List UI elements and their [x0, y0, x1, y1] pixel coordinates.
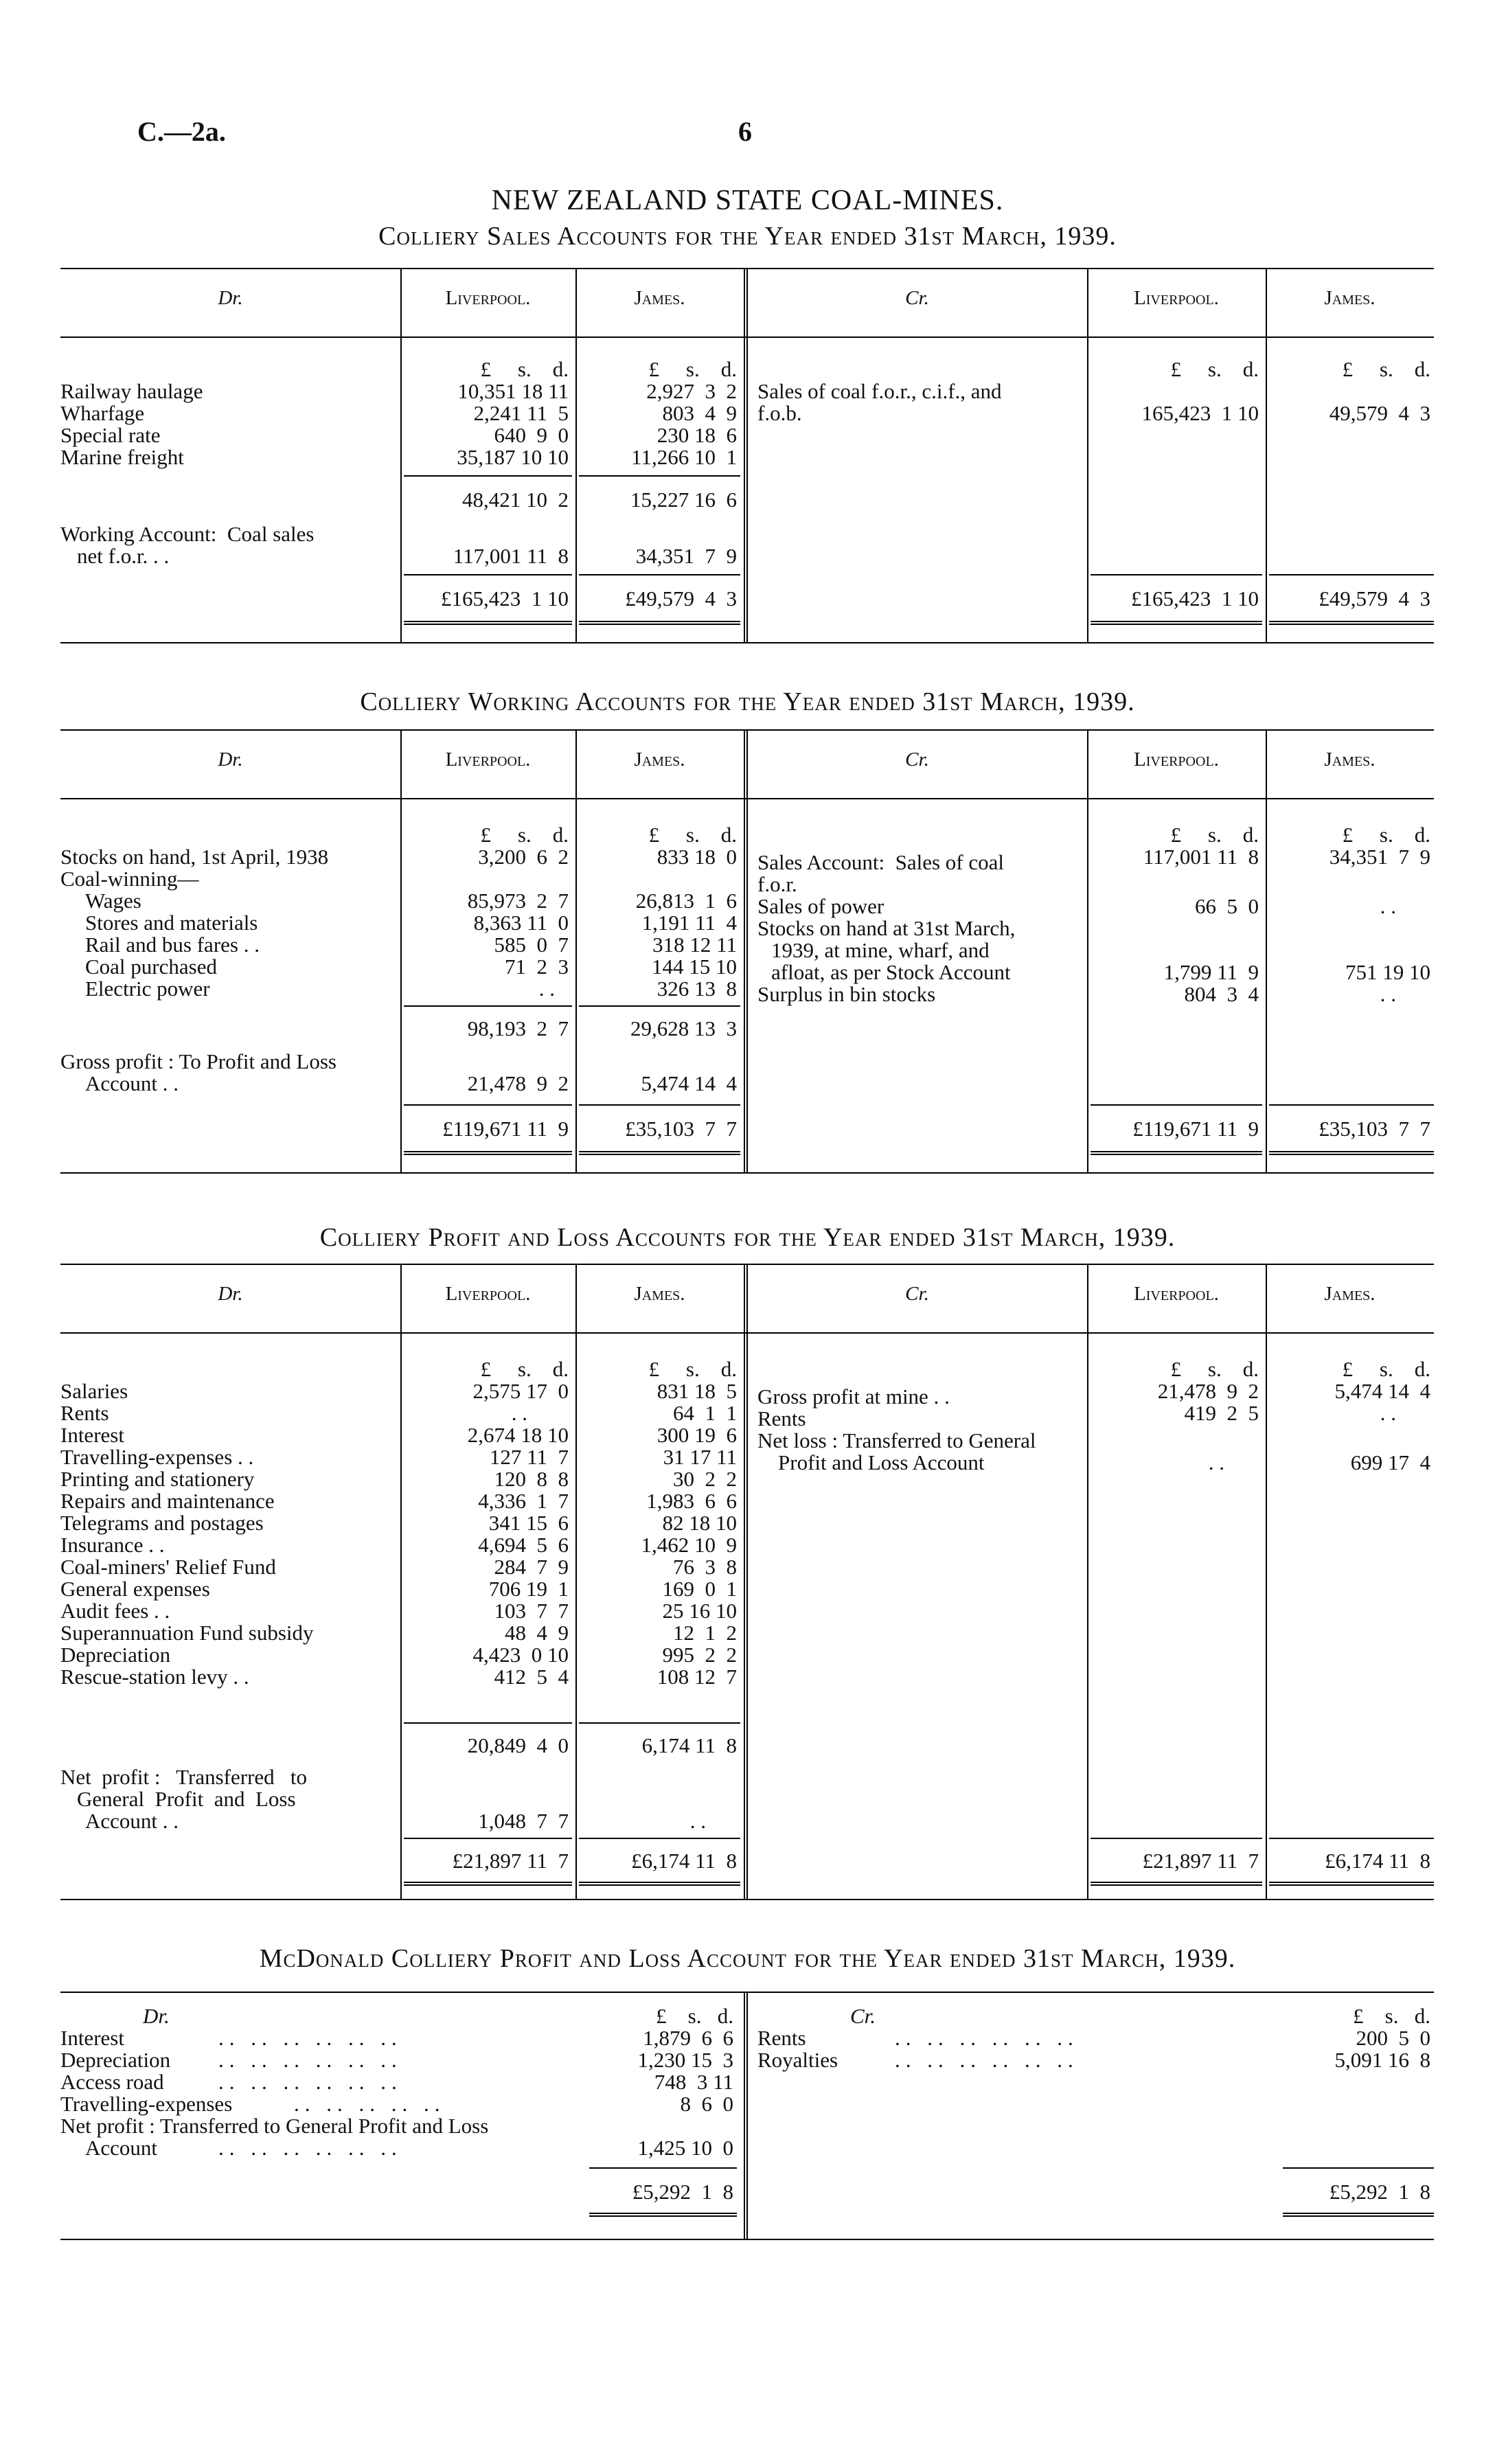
units: £ s. d. — [656, 2004, 733, 2028]
cr-liverpool-value: 804 3 4 — [1184, 982, 1259, 1006]
cr-total-james: £49,579 4 3 — [1319, 586, 1430, 611]
cr-liverpool-value: 66 5 0 — [1195, 894, 1259, 918]
dr-row-label: Printing and stationery — [60, 1467, 255, 1491]
units: £ s. d. — [1170, 357, 1259, 381]
dr-total-james: £49,579 4 3 — [625, 586, 737, 611]
cr-liverpool-value: 419 2 5 — [1184, 1401, 1259, 1425]
cr-row-label: Net loss : Transferred to General — [757, 1428, 1036, 1452]
dr-total-liverpool: £21,897 11 7 — [452, 1849, 569, 1873]
james-header: James. — [634, 287, 685, 309]
dr-james-value: 76 3 8 — [673, 1555, 737, 1579]
dr-james-value: 2,927 3 2 — [646, 379, 737, 403]
dr-james-value: 144 15 10 — [652, 955, 737, 979]
cr-row-label: Rents — [757, 1406, 806, 1430]
dr-extra-label: Account . . — [85, 1071, 179, 1095]
dr-liverpool-value: 120 8 8 — [494, 1467, 569, 1491]
dr-row-label: General expenses — [60, 1577, 210, 1601]
sales-title: Colliery Sales Accounts for the Year ended 31st March, 1939. — [378, 222, 1117, 251]
cr-row-label: Rents — [757, 2026, 806, 2050]
dr-james-value: 300 19 6 — [657, 1423, 737, 1447]
cr-row-label: Royalties — [757, 2048, 838, 2072]
cr-row-label: f.o.b. — [757, 401, 802, 425]
cr-row-label: afloat, as per Stock Account — [771, 960, 1011, 984]
liverpool-header: Liverpool. — [1134, 1283, 1219, 1305]
dr-james-value: 169 0 1 — [662, 1577, 737, 1601]
dr-row-label: Stocks on hand, 1st April, 1938 — [60, 845, 329, 869]
cr-total-liverpool: £21,897 11 7 — [1142, 1849, 1259, 1873]
dr-total-james: £6,174 11 8 — [631, 1849, 737, 1873]
dr-liverpool-value: 341 15 6 — [488, 1511, 569, 1535]
cr-james-value: . . — [1380, 1401, 1396, 1425]
cr-james-value: 699 17 4 — [1350, 1450, 1430, 1474]
cr-row-label: Sales of power — [757, 894, 885, 918]
dr-liverpool-value: . . — [511, 1401, 527, 1425]
sales-accounts-table — [60, 268, 1434, 652]
units: £ s. d. — [1342, 823, 1430, 847]
dr-james-value: 26,813 1 6 — [635, 889, 737, 913]
dr-subtotal-james: 6,174 11 8 — [641, 1733, 737, 1757]
dr-header: Dr. — [218, 287, 243, 309]
dr-row-label: Electric power — [85, 977, 210, 1001]
dr-liverpool-value: 71 2 3 — [505, 955, 569, 979]
dr-row-label: Superannuation Fund subsidy — [60, 1621, 314, 1645]
dr-total-james: £35,103 7 7 — [625, 1117, 737, 1141]
units: £ s. d. — [648, 823, 737, 847]
dr-liverpool-value: 8,363 11 0 — [473, 911, 569, 935]
leader-dots: .. .. .. .. .. .. — [218, 2136, 402, 2160]
cr-james-value: . . — [1380, 894, 1396, 918]
dr-liverpool-value: 412 5 4 — [494, 1665, 569, 1689]
dr-row-label: Coal purchased — [85, 955, 217, 979]
dr-james-value: 831 18 5 — [657, 1379, 737, 1403]
leader-dots: .. .. .. .. .. .. — [218, 2070, 402, 2094]
cr-amount: 5,091 16 8 — [1334, 2048, 1430, 2072]
dr-row-label: Salaries — [60, 1379, 128, 1403]
document-title: NEW ZEALAND STATE COAL-MINES. — [491, 185, 1004, 216]
cr-liverpool-value: 165,423 1 10 — [1141, 401, 1259, 425]
dr-amount: 1,879 6 6 — [643, 2026, 733, 2050]
page-ref: C.—2a. — [137, 116, 226, 147]
dr-row-label: Rail and bus fares . . — [85, 933, 260, 957]
dr-row-label: Rescue-station levy . . — [60, 1665, 249, 1689]
leader-dots: .. .. .. .. .. — [294, 2092, 446, 2116]
dr-james-value: 995 2 2 — [662, 1643, 737, 1667]
cr-total-liverpool: £165,423 1 10 — [1131, 586, 1259, 611]
dr-james-value: 11,266 10 1 — [631, 445, 737, 469]
cr-header: Cr. — [905, 287, 929, 309]
dr-extra-label: Working Account: Coal sales — [60, 522, 315, 546]
cr-row-label: Surplus in bin stocks — [757, 982, 936, 1006]
dr-row-label: Travelling-expenses . . — [60, 1445, 254, 1469]
dr-liverpool-value: 103 7 7 — [494, 1599, 569, 1623]
dr-liverpool-value: 640 9 0 — [494, 423, 569, 447]
cr-total-liverpool: £119,671 11 9 — [1132, 1117, 1259, 1141]
leader-dots: .. .. .. .. .. .. — [895, 2026, 1079, 2050]
dr-subtotal-liverpool: 48,421 10 2 — [462, 488, 569, 512]
james-header: James. — [1324, 749, 1376, 771]
dr-row-label: Depreciation — [60, 1643, 171, 1667]
dr-liverpool-value: 4,336 1 7 — [478, 1489, 569, 1513]
cr-liverpool-value: 1,799 11 9 — [1163, 960, 1259, 984]
dr-row-label: Interest — [60, 2026, 124, 2050]
dr-row-label: Access road — [60, 2070, 164, 2094]
dr-extra-label: General Profit and Loss — [77, 1787, 296, 1811]
dr-james-value: 1,983 6 6 — [646, 1489, 737, 1513]
cr-row-label: 1939, at mine, wharf, and — [771, 938, 990, 962]
dr-header: Dr. — [218, 1283, 243, 1305]
dr-extra-james: 5,474 14 4 — [641, 1071, 737, 1095]
cr-liverpool-value: 21,478 9 2 — [1157, 1379, 1259, 1403]
units: £ s. d. — [1342, 357, 1430, 381]
dr-amount: 1,230 15 3 — [637, 2048, 733, 2072]
dr-row-label: Stores and materials — [85, 911, 258, 935]
dr-amount: 748 3 11 — [654, 2070, 733, 2094]
dr-james-value: 82 18 10 — [662, 1511, 737, 1535]
dr-row-label: Account — [85, 2136, 158, 2160]
liverpool-header: Liverpool. — [1134, 749, 1219, 771]
dr-liverpool-value: 585 0 7 — [494, 933, 569, 957]
page-number: 6 — [738, 116, 752, 147]
dr-extra-liverpool: 21,478 9 2 — [467, 1071, 569, 1095]
dr-james-value: 31 17 11 — [663, 1445, 737, 1469]
dr-row-label: Travelling-expenses — [60, 2092, 233, 2116]
cr-header: Cr. — [850, 2004, 876, 2028]
cr-row-label: Stocks on hand at 31st March, — [757, 916, 1016, 940]
liverpool-header: Liverpool. — [445, 749, 531, 771]
dr-amount: 1,425 10 0 — [637, 2136, 733, 2160]
units: £ s. d. — [648, 1357, 737, 1381]
dr-extra-label: Net profit : Transferred to — [60, 1765, 308, 1789]
dr-liverpool-value: 48 4 9 — [505, 1621, 569, 1645]
dr-row-label: Telegrams and postages — [60, 1511, 264, 1535]
dr-liverpool-value: 2,241 11 5 — [473, 401, 569, 425]
dr-james-value: 25 16 10 — [662, 1599, 737, 1623]
dr-row-label: Railway haulage — [60, 379, 203, 403]
dr-amount: 8 6 0 — [680, 2092, 733, 2116]
dr-james-value: 803 4 9 — [662, 401, 737, 425]
cr-james-value: 751 19 10 — [1345, 960, 1430, 984]
dr-james-value: 12 1 2 — [673, 1621, 737, 1645]
dr-james-value: 1,191 11 4 — [641, 911, 737, 935]
dr-total-liverpool: £165,423 1 10 — [441, 586, 569, 611]
cr-james-value: 34,351 7 9 — [1329, 845, 1430, 869]
liverpool-header: Liverpool. — [1134, 287, 1219, 309]
dr-extra-label: net f.o.r. . . — [77, 544, 170, 568]
cr-james-value: 5,474 14 4 — [1334, 1379, 1430, 1403]
cr-james-value: 49,579 4 3 — [1329, 401, 1430, 425]
james-header: James. — [1324, 287, 1376, 309]
dr-james-value: 230 18 6 — [657, 423, 737, 447]
dr-extra-liverpool: 1,048 7 7 — [478, 1809, 569, 1833]
dr-row-label: Marine freight — [60, 445, 184, 469]
dr-total: £5,292 1 8 — [632, 2180, 733, 2204]
cr-row-label: f.o.r. — [757, 872, 797, 896]
dr-liverpool-value: 4,423 0 10 — [472, 1643, 569, 1667]
cr-total-james: £35,103 7 7 — [1319, 1117, 1430, 1141]
units: £ s. d. — [1353, 2004, 1430, 2028]
dr-subtotal-liverpool: 98,193 2 7 — [467, 1016, 569, 1040]
dr-extra-james: . . — [689, 1809, 706, 1833]
units: £ s. d. — [480, 357, 569, 381]
dr-subtotal-james: 15,227 16 6 — [630, 488, 737, 512]
dr-row-label: Special rate — [60, 423, 161, 447]
cr-total-james: £6,174 11 8 — [1325, 1849, 1430, 1873]
dr-liverpool-value: 3,200 6 2 — [478, 845, 569, 869]
units: £ s. d. — [480, 1357, 569, 1381]
mcdonald-account-table — [60, 1992, 1434, 2252]
dr-header: Dr. — [143, 2004, 170, 2028]
james-header: James. — [634, 1283, 685, 1305]
dr-total-liverpool: £119,671 11 9 — [442, 1117, 569, 1141]
dr-james-value: 1,462 10 9 — [641, 1533, 737, 1557]
units: £ s. d. — [1170, 823, 1259, 847]
dr-james-value: 833 18 0 — [657, 845, 737, 869]
cr-liverpool-value: . . — [1208, 1450, 1224, 1474]
profit-loss-accounts-table — [60, 1264, 1434, 1909]
units: £ s. d. — [1342, 1357, 1430, 1381]
cr-row-label: Sales Account: Sales of coal — [757, 850, 1004, 874]
dr-liverpool-value: 85,973 2 7 — [467, 889, 569, 913]
dr-row-label: Interest — [60, 1423, 124, 1447]
dr-extra-liverpool: 117,001 11 8 — [453, 544, 569, 568]
mcdonald-title: McDonald Colliery Profit and Loss Account for the Year ended 31st March, 1939. — [259, 1944, 1236, 1973]
dr-extra-james: 34,351 7 9 — [635, 544, 737, 568]
units: £ s. d. — [1170, 1357, 1259, 1381]
dr-row-label: Wages — [85, 889, 141, 913]
liverpool-header: Liverpool. — [445, 1283, 531, 1305]
working-title: Colliery Working Accounts for the Year ended 31st March, 1939. — [360, 687, 1135, 716]
dr-james-value: 64 1 1 — [673, 1401, 737, 1425]
dr-liverpool-value: 127 11 7 — [489, 1445, 569, 1469]
james-header: James. — [1324, 1283, 1376, 1305]
dr-james-value: 108 12 7 — [657, 1665, 737, 1689]
james-header: James. — [634, 749, 685, 771]
dr-extra-label: Gross profit : To Profit and Loss — [60, 1049, 336, 1073]
cr-header: Cr. — [905, 749, 929, 771]
dr-row-label: Rents — [60, 1401, 109, 1425]
working-accounts-table — [60, 729, 1434, 1183]
cr-header: Cr. — [905, 1283, 929, 1305]
dr-liverpool-value: 284 7 9 — [494, 1555, 569, 1579]
leader-dots: .. .. .. .. .. .. — [218, 2026, 402, 2050]
dr-row-label: Wharfage — [60, 401, 145, 425]
cr-liverpool-value: 117,001 11 8 — [1143, 845, 1259, 869]
cr-total: £5,292 1 8 — [1329, 2180, 1430, 2204]
dr-james-value: 326 13 8 — [657, 977, 737, 1001]
dr-row-label: Net profit : Transferred to General Profit and Loss — [60, 2114, 489, 2138]
cr-row-label: Gross profit at mine . . — [757, 1384, 950, 1408]
dr-liverpool-value: 2,674 18 10 — [467, 1423, 569, 1447]
dr-james-value: 318 12 11 — [652, 933, 737, 957]
liverpool-header: Liverpool. — [445, 287, 531, 309]
cr-amount: 200 5 0 — [1356, 2026, 1430, 2050]
dr-extra-label: Account . . — [85, 1809, 179, 1833]
units: £ s. d. — [648, 357, 737, 381]
dr-liverpool-value: 10,351 18 11 — [457, 379, 569, 403]
dr-liverpool-value: 35,187 10 10 — [457, 445, 569, 469]
dr-liverpool-value: 706 19 1 — [488, 1577, 569, 1601]
cr-james-value: . . — [1380, 982, 1396, 1006]
dr-row-label: Audit fees . . — [60, 1599, 170, 1623]
leader-dots: .. .. .. .. .. .. — [218, 2048, 402, 2072]
dr-row-label: Coal-miners' Relief Fund — [60, 1555, 276, 1579]
dr-liverpool-value: 2,575 17 0 — [472, 1379, 569, 1403]
dr-liverpool-value: 4,694 5 6 — [478, 1533, 569, 1557]
dr-row-label: Repairs and maintenance — [60, 1489, 275, 1513]
profit-loss-title: Colliery Profit and Loss Accounts for the Year ended 31st March, 1939. — [319, 1223, 1176, 1252]
dr-subtotal-liverpool: 20,849 4 0 — [467, 1733, 569, 1757]
dr-subtotal-james: 29,628 13 3 — [630, 1016, 737, 1040]
dr-james-value: 30 2 2 — [673, 1467, 737, 1491]
dr-row-label: Insurance . . — [60, 1533, 165, 1557]
dr-row-label: Depreciation — [60, 2048, 171, 2072]
cr-row-label: Sales of coal f.o.r., c.i.f., and — [757, 379, 1002, 403]
dr-liverpool-value: . . — [538, 977, 555, 1001]
dr-header: Dr. — [218, 749, 243, 771]
cr-row-label: Profit and Loss Account — [778, 1450, 985, 1474]
units: £ s. d. — [480, 823, 569, 847]
dr-row-label: Coal-winning— — [60, 867, 199, 891]
leader-dots: .. .. .. .. .. .. — [895, 2048, 1079, 2072]
